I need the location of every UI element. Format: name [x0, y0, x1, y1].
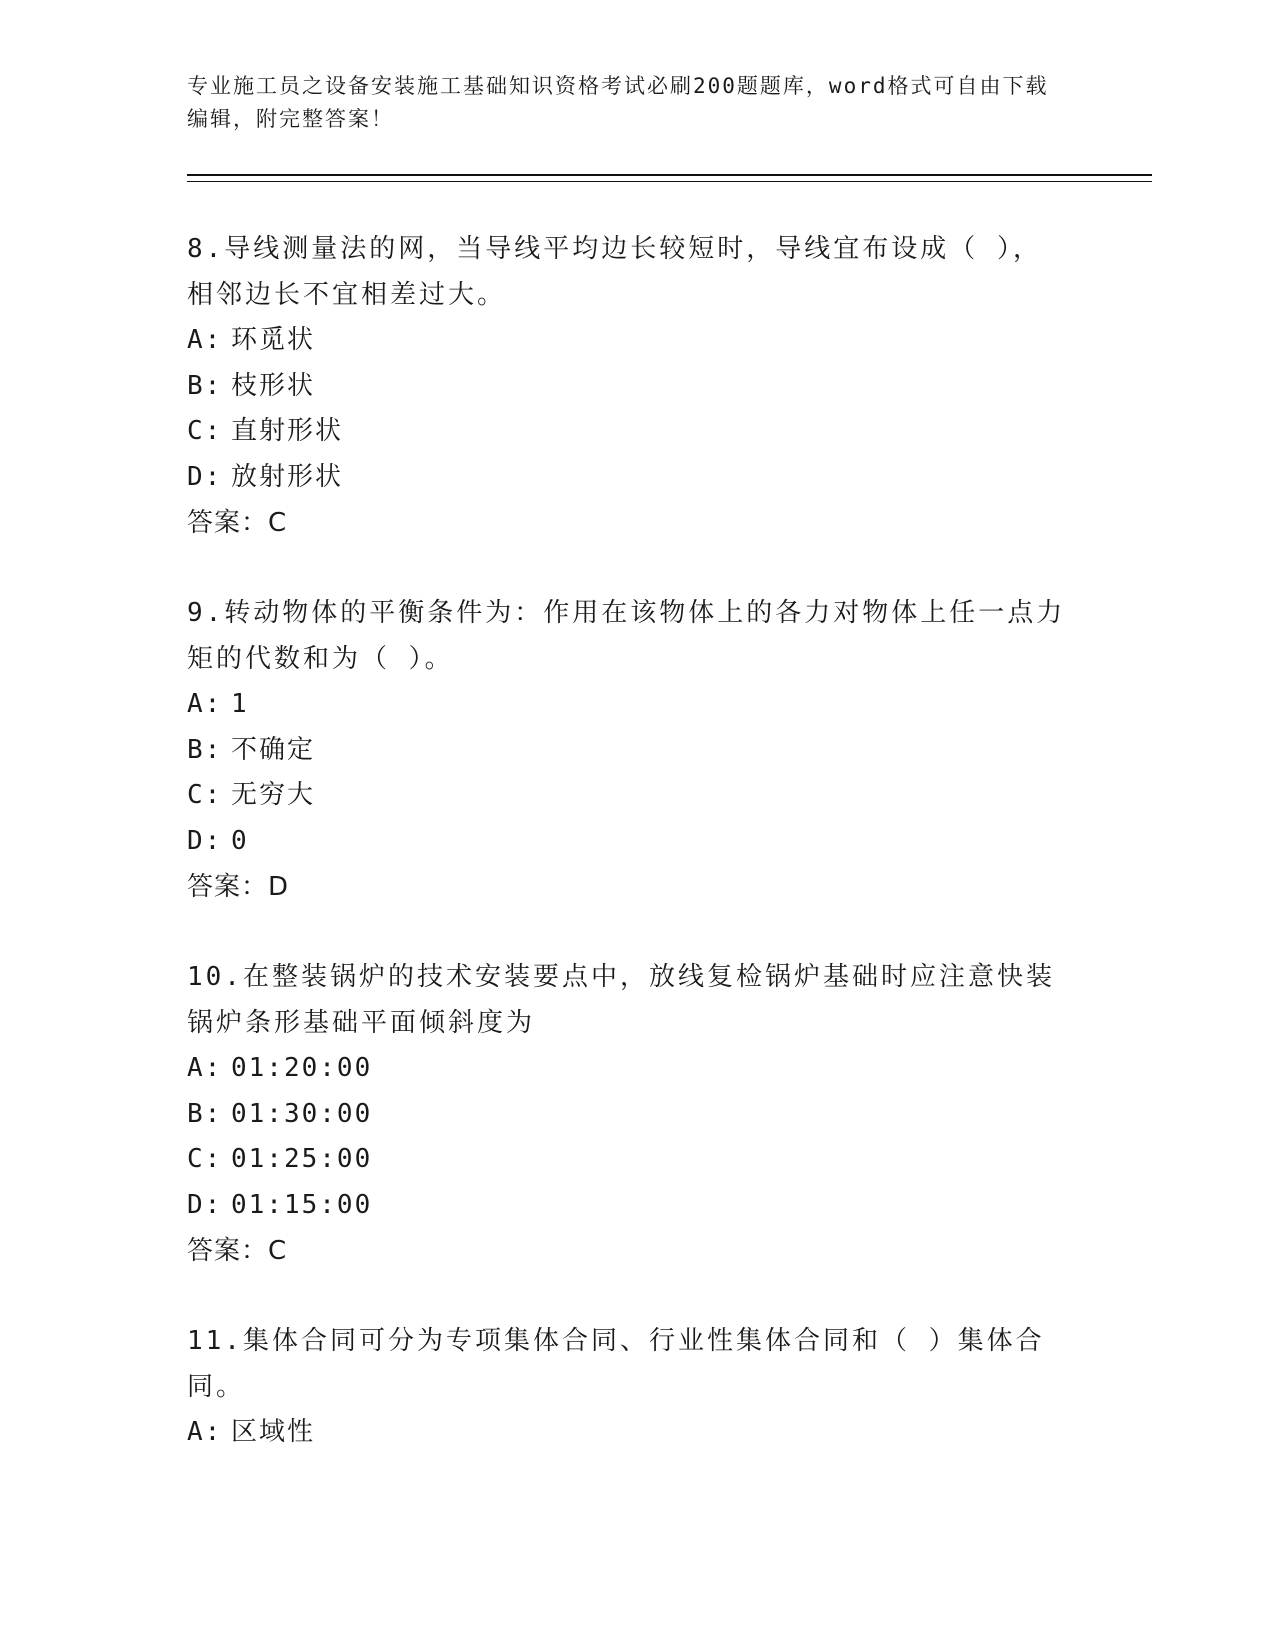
- option-b: [187, 364, 1152, 410]
- option-label: B:: [187, 370, 223, 401]
- option-label: A:: [187, 1417, 223, 1447]
- option-text: 放射形状: [231, 461, 344, 492]
- option-text: 1: [231, 689, 249, 719]
- option-a: [187, 682, 1152, 728]
- option-c: [187, 773, 1152, 819]
- option-text: 01:15:00: [231, 1189, 373, 1220]
- question-text: 11.集体合同可分为专项集体合同、行业性集体合同和（ ）集体合同。: [187, 1326, 1045, 1402]
- option-a: [187, 318, 1152, 364]
- document-page: [187, 70, 1152, 1456]
- option-text: 区域性: [231, 1417, 316, 1447]
- option-text: 01:20:00: [231, 1053, 373, 1083]
- option-text: 直射形状: [231, 416, 344, 446]
- option-d: [187, 455, 1152, 501]
- option-text: 0: [231, 825, 249, 856]
- option-c: [187, 409, 1152, 455]
- question-text: 8.导线测量法的网，当导线平均边长较短时，导线宜布设成（ ），相邻边长不宜相差过大。: [187, 234, 1042, 310]
- option-text: 枝形状: [231, 370, 316, 401]
- question-8: [187, 226, 1152, 546]
- question-text: 9.转动物体的平衡条件为：作用在该物体上的各力对物体上任一点力矩的代数和为（ ）。: [187, 598, 1066, 674]
- option-text: 01:30:00: [231, 1098, 373, 1129]
- option-c: [187, 1137, 1152, 1183]
- option-text: 无穷大: [231, 780, 316, 810]
- question-11: [187, 1318, 1152, 1456]
- question-text: 10.在整装锅炉的技术安装要点中，放线复检锅炉基础时应注意快装锅炉条形基础平面倾斜度为: [187, 962, 1055, 1038]
- option-d: [187, 819, 1152, 865]
- option-label: D:: [187, 825, 223, 856]
- answer-line: 答案：C: [187, 1236, 288, 1266]
- option-a: [187, 1410, 1152, 1456]
- answer-line: 答案：C: [187, 508, 288, 538]
- option-label: A:: [187, 325, 223, 355]
- option-text: 不确定: [231, 734, 316, 765]
- option-b: [187, 728, 1152, 774]
- option-label: A:: [187, 689, 223, 719]
- option-label: C:: [187, 780, 223, 810]
- document-title: 专业施工员之设备安装施工基础知识资格考试必刷200题题库，word格式可自由下载编辑，附完整答案！: [187, 74, 1049, 131]
- header-divider: [187, 174, 1152, 182]
- option-b: [187, 1092, 1152, 1138]
- option-label: C:: [187, 416, 223, 446]
- option-d: [187, 1183, 1152, 1229]
- option-label: D:: [187, 461, 223, 492]
- option-text: 环觅状: [231, 325, 316, 355]
- option-label: B:: [187, 1098, 223, 1129]
- option-a: [187, 1046, 1152, 1092]
- option-label: B:: [187, 734, 223, 765]
- question-10: [187, 954, 1152, 1274]
- question-9: [187, 590, 1152, 910]
- option-label: C:: [187, 1144, 223, 1174]
- answer-line: 答案：D: [187, 872, 290, 902]
- option-text: 01:25:00: [231, 1144, 373, 1174]
- option-label: A:: [187, 1053, 223, 1083]
- option-label: D:: [187, 1189, 223, 1220]
